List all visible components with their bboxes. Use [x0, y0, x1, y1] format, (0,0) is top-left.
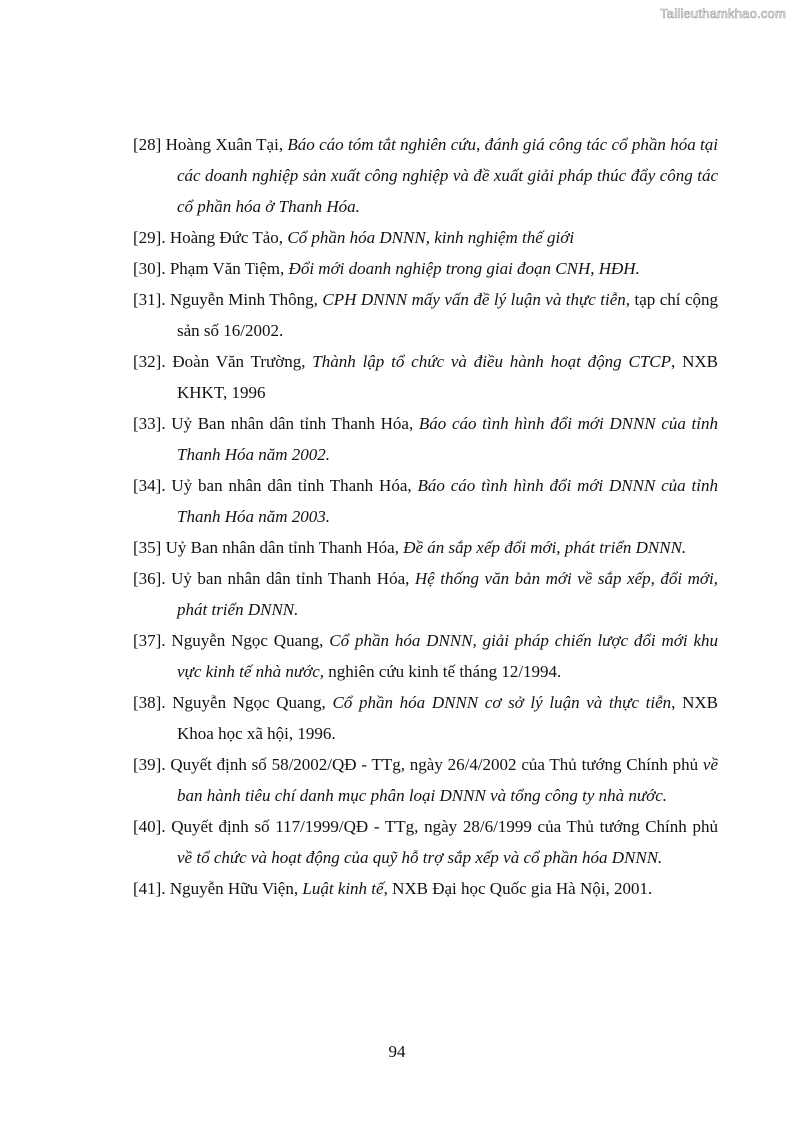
- reference-title: CPH DNNN mấy vấn đề lý luận và thực tiễn: [322, 290, 626, 309]
- reference-title: Luật kinh tế: [302, 879, 384, 898]
- reference-entry: [133, 408, 718, 470]
- reference-entry: [133, 811, 718, 873]
- reference-text: [32]. Đoàn Văn Trường,: [133, 352, 313, 371]
- reference-title: Đề án sắp xếp đổi mới, phát triển DNNN.: [403, 538, 687, 557]
- reference-title: về tổ chức và hoạt động của quỹ hỗ trợ sắp xếp và cổ phần hóa DNNN.: [177, 848, 663, 867]
- reference-title: Đổi mới doanh nghiệp trong giai đoạn CNH, HĐH.: [288, 259, 640, 278]
- reference-title: Báo cáo tóm tắt nghiên cứu, đánh giá công tác cổ phần hóa tại các doanh nghiệp sản xuất công nghiệp và đề xuất giải pháp thúc đẩy công tác cổ phần hóa ở Thanh Hóa.: [177, 135, 718, 216]
- reference-entry: [133, 253, 718, 284]
- reference-text: [34]. Uỷ ban nhân dân tỉnh Thanh Hóa,: [133, 476, 418, 495]
- reference-entry: [133, 749, 718, 811]
- reference-text: [39]. Quyết định số 58/2002/QĐ - TTg, ngày 26/4/2002 của Thủ tướng Chính phủ: [133, 755, 703, 774]
- reference-entry: [133, 470, 718, 532]
- reference-entry: [133, 532, 718, 563]
- reference-list: [133, 129, 718, 904]
- reference-text: [35] Uỷ Ban nhân dân tỉnh Thanh Hóa,: [133, 538, 404, 557]
- reference-text: [40]. Quyết định số 117/1999/QĐ - TTg, ngày 28/6/1999 của Thủ tướng Chính phủ: [133, 817, 718, 836]
- reference-title: Báo cáo tình hình đổi mới DNNN của tỉnh Thanh Hóa năm 2003.: [177, 476, 718, 526]
- reference-title: Cổ phần hóa DNNN, kinh nghiệm thế giới: [287, 228, 575, 247]
- watermark: Tailieuthamkhao.com: [660, 6, 786, 21]
- reference-text: , NXB KHKT, 1996: [177, 352, 718, 402]
- reference-entry: [133, 346, 718, 408]
- reference-text: [29]. Hoàng Đức Tảo,: [133, 228, 288, 247]
- reference-text: [33]. Uỷ Ban nhân dân tỉnh Thanh Hóa,: [133, 414, 419, 433]
- reference-title: Báo cáo tình hình đổi mới DNNN của tỉnh Thanh Hóa năm 2002.: [177, 414, 718, 464]
- reference-text: [31]. Nguyễn Minh Thông,: [133, 290, 323, 309]
- reference-entry: [133, 563, 718, 625]
- reference-entry: [133, 129, 718, 222]
- reference-title: Cổ phần hóa DNNN cơ sở lý luận và thực tiễn: [332, 693, 672, 712]
- reference-text: [38]. Nguyễn Ngọc Quang,: [133, 693, 333, 712]
- reference-text: [28] Hoàng Xuân Tại,: [133, 135, 288, 154]
- reference-entry: [133, 873, 718, 904]
- reference-entry: [133, 284, 718, 346]
- reference-text: , NXB Đại học Quốc gia Hà Nội, 2001.: [383, 879, 653, 898]
- reference-text: , tạp chí cộng sản số 16/2002.: [177, 290, 718, 340]
- reference-title: Cổ phần hóa DNNN, giải pháp chiến lược đổi mới khu vực kinh tế nhà nước,: [177, 631, 718, 681]
- page-number: 94: [388, 1042, 406, 1061]
- reference-text: nghiên cứu kinh tế tháng 12/1994.: [324, 662, 562, 681]
- reference-entry: [133, 687, 718, 749]
- reference-text: [37]. Nguyễn Ngọc Quang,: [133, 631, 330, 650]
- reference-entry: [133, 625, 718, 687]
- reference-title: về ban hành tiêu chí danh mục phân loại DNNN và tổng công ty nhà nước.: [177, 755, 718, 805]
- reference-text: [36]. Uỷ ban nhân dân tỉnh Thanh Hóa,: [133, 569, 415, 588]
- reference-text: [41]. Nguyễn Hữu Viện,: [133, 879, 303, 898]
- reference-text: , NXB Khoa học xã hội, 1996.: [177, 693, 718, 743]
- reference-text: [30]. Phạm Văn Tiệm,: [133, 259, 289, 278]
- reference-title: Thành lập tổ chức và điều hành hoạt động CTCP: [312, 352, 672, 371]
- reference-title: Hệ thống văn bản mới về sắp xếp, đổi mới, phát triển DNNN.: [177, 569, 718, 619]
- reference-entry: [133, 222, 718, 253]
